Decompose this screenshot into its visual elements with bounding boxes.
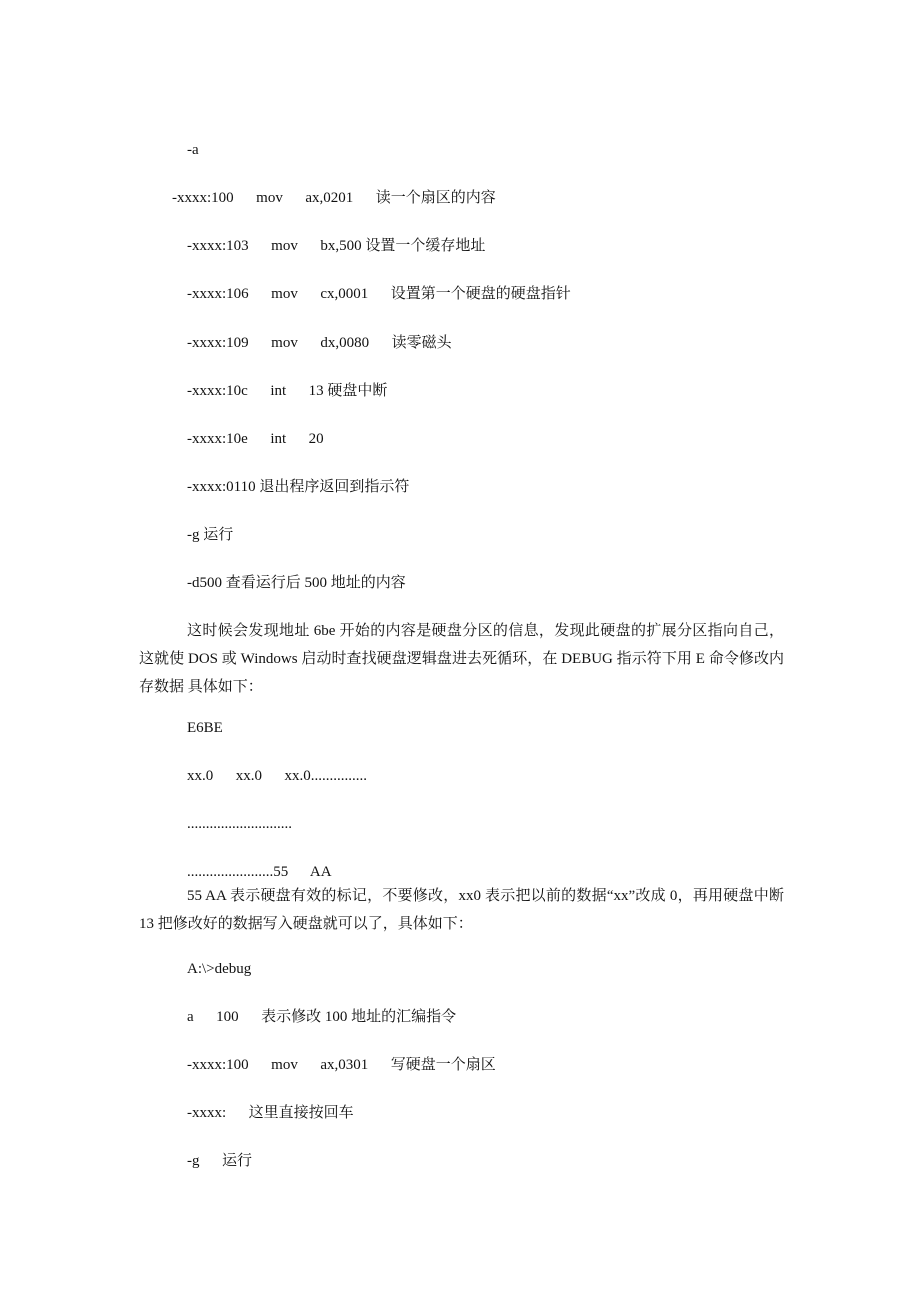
data-line-4: .......................55 AA	[187, 864, 332, 880]
code-line-9: -g 运行	[187, 527, 234, 543]
code-line-4: -xxxx:106 mov cx,0001 设置第一个硬盘的硬盘指针	[187, 286, 571, 302]
paragraph-1: 这时候会发现地址 6be 开始的内容是硬盘分区的信息，发现此硬盘的扩展分区指向自己，这就使 DOS 或 Windows 启动时查找硬盘逻辑盘进去死循环，在 DEBUG 指示符下用 E 命令修改内存数据 具体如下：	[139, 623, 784, 695]
debug-line-5: -g 运行	[187, 1153, 252, 1169]
code-line-10: -d500 查看运行后 500 地址的内容	[187, 575, 406, 591]
code-line-7: -xxxx:10e int 20	[187, 431, 324, 447]
data-line-2: xx.0 xx.0 xx.0...............	[187, 768, 367, 784]
debug-line-1: A:\>debug	[187, 961, 252, 977]
code-line-6: -xxxx:10c int 13 硬盘中断	[187, 383, 388, 399]
data-line-1: E6BE	[187, 720, 223, 736]
code-line-3: -xxxx:103 mov bx,500 设置一个缓存地址	[187, 238, 486, 254]
debug-line-4: -xxxx: 这里直接按回车	[187, 1105, 354, 1121]
code-line-8: -xxxx:0110 退出程序返回到指示符	[187, 479, 410, 495]
code-line-1: -a	[187, 142, 199, 158]
paragraph-2: 55 AA 表示硬盘有效的标记，不要修改，xx0 表示把以前的数据“xx”改成 0，再用硬盘中断 13 把修改好的数据写入硬盘就可以了，具体如下：	[139, 888, 784, 932]
data-line-3: ............................	[187, 816, 292, 832]
code-line-2: -xxxx:100 mov ax,0201 读一个扇区的内容	[172, 190, 496, 206]
code-line-5: -xxxx:109 mov dx,0080 读零磁头	[187, 335, 452, 351]
debug-line-3: -xxxx:100 mov ax,0301 写硬盘一个扇区	[187, 1057, 496, 1073]
debug-line-2: a 100 表示修改 100 地址的汇编指令	[187, 1009, 457, 1025]
